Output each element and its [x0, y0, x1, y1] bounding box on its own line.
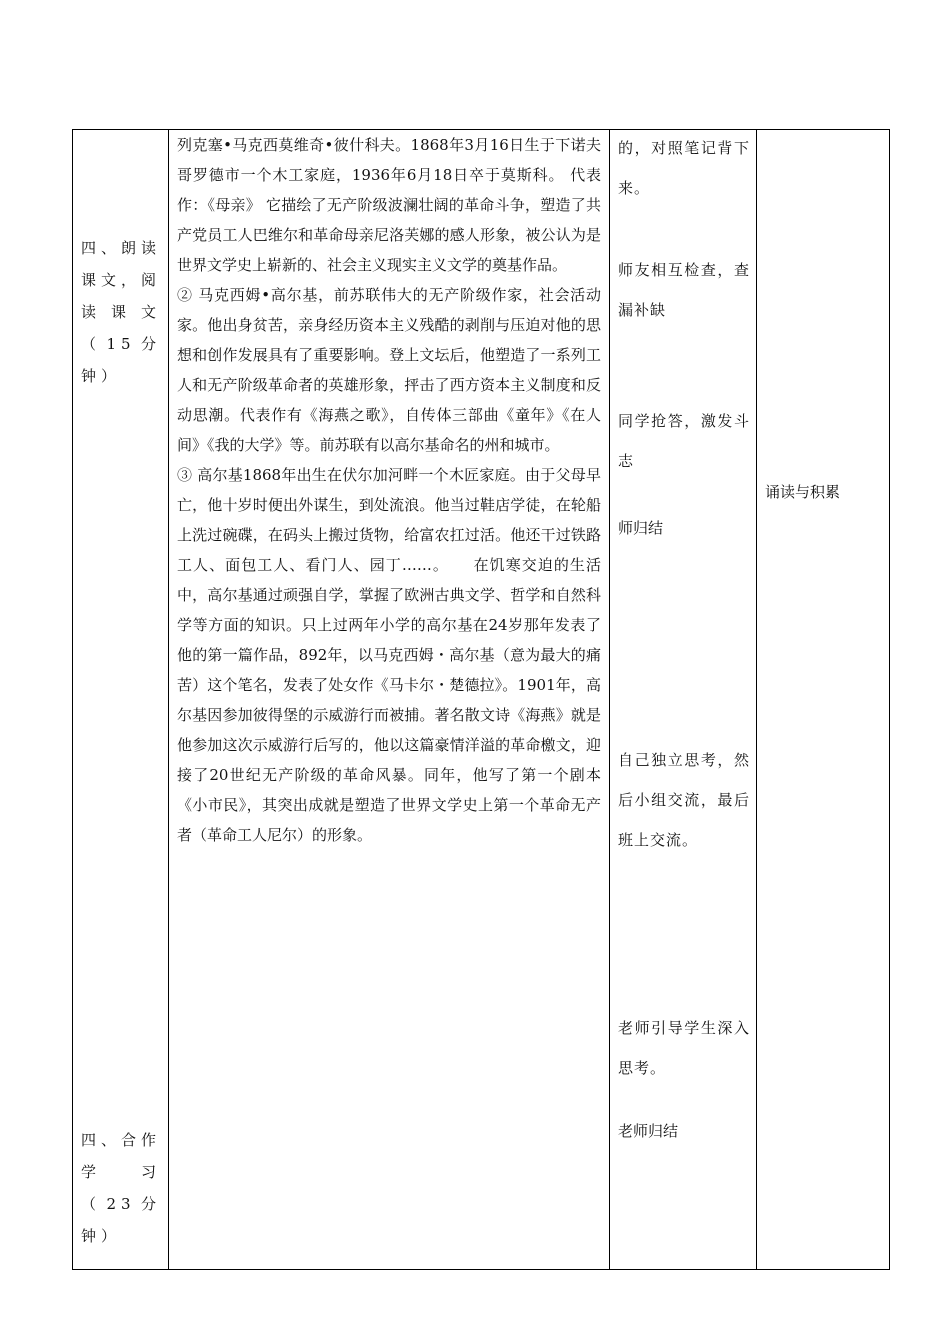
column-divider-3: [756, 130, 757, 1269]
stage-cooperative-learning: 四、合作学习（23分钟）: [81, 1131, 162, 1245]
lesson-plan-table: [72, 129, 890, 1270]
activity-note-teacher-summary: 师归结: [618, 519, 664, 537]
content-paragraph-1: 列克塞•马克西莫维奇•彼什科夫。1868年3月16日生于下诺夫哥罗德市一个木工家庭，1936年6月18日卒于莫斯科。 代表作：《母亲》 它描绘了无产阶级波澜壮阔的革命斗争，塑造了共产党员工人巴维尔和革命母亲尼洛芙娜的感人形象，被公认为是世界文学史上崭新的、社会主义现实主义文学的奠基作品。: [177, 136, 601, 274]
content-paragraph-2: ② 马克西姆•高尔基，前苏联伟大的无产阶级作家，社会活动家。他出身贫苦，亲身经历资本主义残酷的剥削与压迫对他的思想和创作发展具有了重要影响。登上文坛后，他塑造了一系列工人和无产阶级革命者的英雄形象，抨击了西方资本主义制度和反动思潮。代表作有《海燕之歌》，自传体三部曲《童年》《在人间》《我的大学》等。前苏联有以高尔基命名的州和城市。: [177, 286, 601, 454]
column-divider-2: [609, 130, 610, 1269]
stage-read-aloud: 四、朗读课文，阅读课文（15分钟）: [81, 239, 162, 385]
activity-note-deep-thinking: 老师引导学生深入思考。: [618, 1019, 750, 1077]
activity-note-teacher-conclusion: 老师归结: [618, 1122, 679, 1140]
activity-note-peer-check: 师友相互检查，查漏补缺: [618, 261, 750, 319]
purpose-recite-accumulate: 诵读与积累: [765, 483, 841, 501]
content-paragraph-3: ③ 高尔基1868年出生在伏尔加河畔一个木匠家庭。由于父母早亡，他十岁时便出外谋生，到处流浪。他当过鞋店学徒，在轮船上洗过碗碟，在码头上搬过货物，给富农扛过活。他还干过铁路工人、面包工人、看门人、园丁……。 在饥寒交迫的生活中，高尔基通过顽强自学，掌握了欧洲古典文学、哲学和自然科学等方面的知识。只上过两年小学的高尔基在24岁那年发表了他的第一篇作品，892年，以马克西姆・高尔基（意为最大的痛苦）这个笔名，发表了处女作《马卡尔・楚德拉》。1901年，高尔基因参加彼得堡的示威游行而被捕。著名散文诗《海燕》就是他参加这次示威游行后写的，他以这篇豪情洋溢的革命檄文，迎接了20世纪无产阶级的革命风暴。同年，他写了第一个剧本《小市民》，其突出成就是塑造了世界文学史上第一个革命无产者（革命工人尼尔）的形象。: [177, 466, 601, 844]
activity-note-quick-answer: 同学抢答，激发斗志: [618, 412, 750, 470]
activity-note-group-discussion: 自己独立思考，然后小组交流，最后班上交流。: [618, 751, 750, 849]
column-divider-1: [168, 130, 169, 1269]
content-column: [177, 130, 601, 850]
activity-note-memorize: 的，对照笔记背下来。: [618, 139, 750, 197]
